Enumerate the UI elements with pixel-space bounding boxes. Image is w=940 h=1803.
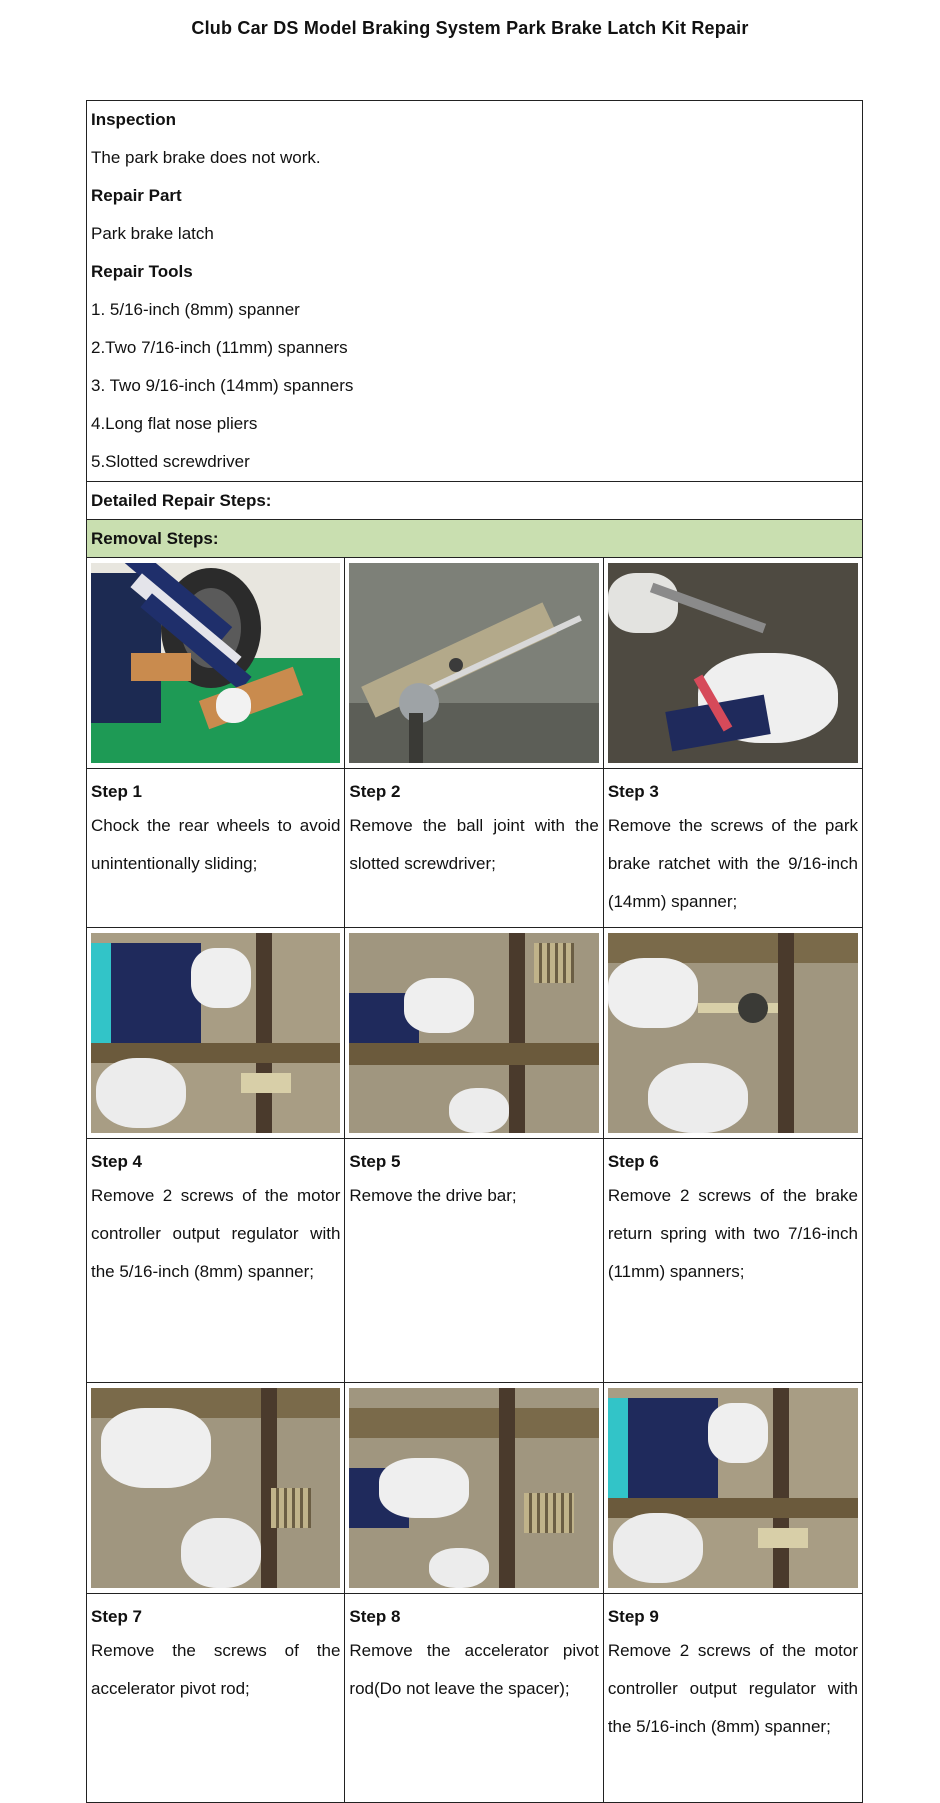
step-1-desc: Chock the rear wheels to avoid unintentionally sliding; [91,816,341,873]
step-3-title: Step 3 [607,782,659,801]
step-2-cell [345,769,603,928]
repair-tools-heading: Repair Tools [91,262,193,281]
step-9-desc: Remove 2 screws of the motor controller output regulator with the 5/16-inch (8mm) spanner; [607,1641,858,1736]
step-1-cell [87,769,345,928]
step-7-photo [91,1388,340,1588]
step-8-desc: Remove the accelerator pivot rod(Do not leave the spacer); [349,1641,599,1698]
step-4-photo [91,933,340,1133]
tool-item: 3. Two 9/16-inch (14mm) spanners [91,376,354,395]
step-6-photo-cell [603,928,862,1139]
step-5-photo [349,933,598,1133]
step-8-photo [349,1388,598,1588]
step-1-photo [91,563,340,763]
step-8-photo-cell [345,1383,603,1594]
step-8-cell [345,1594,603,1803]
step-6-cell [603,1139,862,1383]
repair-part-heading: Repair Part [91,186,182,205]
inspection-text: The park brake does not work. [91,148,321,167]
step-6-title: Step 6 [607,1152,659,1171]
removal-steps-heading: Removal Steps: [87,520,863,558]
step-9-photo-cell [603,1383,862,1594]
repair-table [86,100,863,1803]
step-7-photo-cell [87,1383,345,1594]
step-7-cell [87,1594,345,1803]
step-2-title: Step 2 [349,782,401,801]
step-9-cell [603,1594,862,1803]
tool-item: 5.Slotted screwdriver [91,452,250,471]
repair-part-text: Park brake latch [91,224,214,243]
step-5-cell [345,1139,603,1383]
step-7-desc: Remove the screws of the accelerator pivot rod; [91,1641,341,1698]
detailed-steps-heading: Detailed Repair Steps: [87,482,863,520]
step-6-photo [608,933,858,1133]
step-9-title: Step 9 [607,1607,659,1626]
tool-item: 2.Two 7/16-inch (11mm) spanners [91,338,348,357]
step-3-desc: Remove the screws of the park brake ratchet with the 9/16-inch (14mm) spanner; [607,816,858,911]
info-block [87,101,863,482]
step-2-photo [349,563,598,763]
step-1-title: Step 1 [91,782,143,801]
step-5-photo-cell [345,928,603,1139]
step-5-title: Step 5 [349,1152,401,1171]
page-title: Club Car DS Model Braking System Park Brake Latch Kit Repair [191,18,749,38]
step-2-photo-cell [345,558,603,769]
step-3-cell [603,769,862,928]
step-4-photo-cell [87,928,345,1139]
tool-item: 4.Long flat nose pliers [91,414,258,433]
tool-item: 1. 5/16-inch (8mm) spanner [91,300,300,319]
step-8-title: Step 8 [349,1607,401,1626]
step-4-desc: Remove 2 screws of the motor controller output regulator with the 5/16-inch (8mm) spanner; [91,1186,341,1281]
step-4-cell [87,1139,345,1383]
step-4-title: Step 4 [91,1152,143,1171]
step-3-photo-cell [603,558,862,769]
step-1-photo-cell [87,558,345,769]
step-2-desc: Remove the ball joint with the slotted screwdriver; [349,816,599,873]
inspection-heading: Inspection [91,110,177,129]
step-5-desc: Remove the drive bar; [349,1186,517,1205]
step-9-photo [608,1388,858,1588]
step-7-title: Step 7 [91,1607,143,1626]
step-6-desc: Remove 2 screws of the brake return spring with two 7/16-inch (11mm) spanners; [607,1186,858,1281]
step-3-photo [608,563,858,763]
